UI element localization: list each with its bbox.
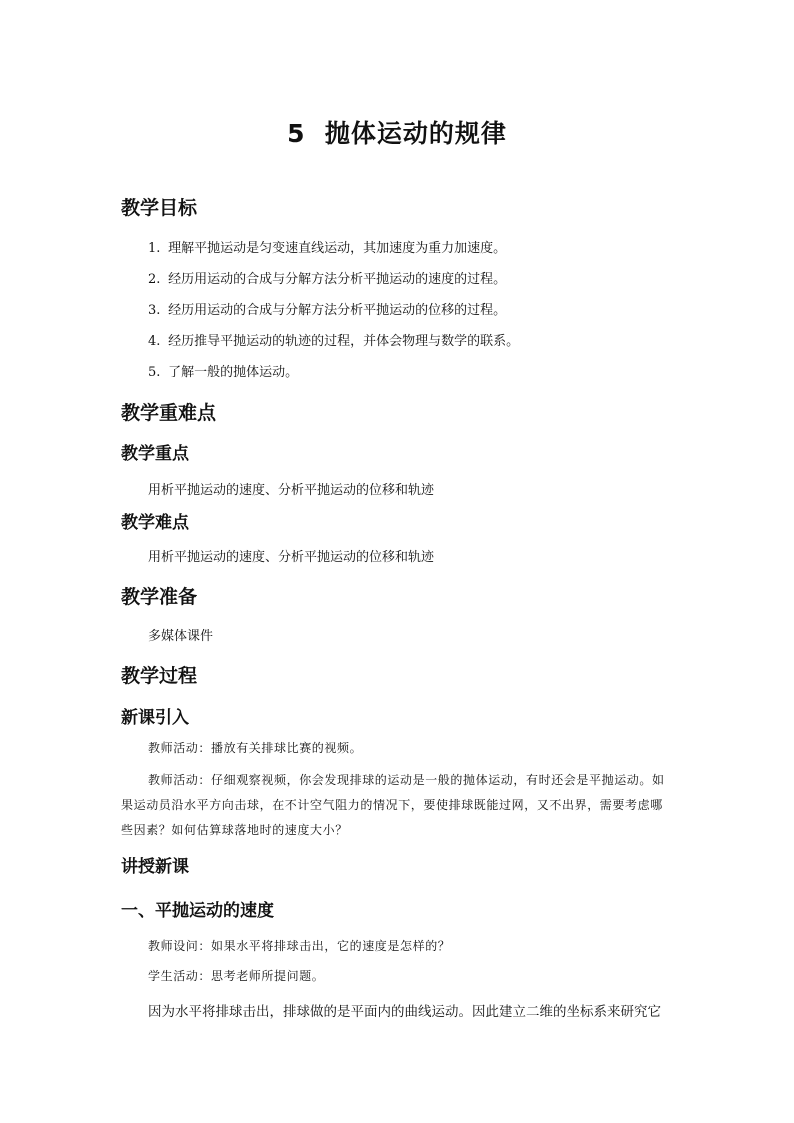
objective-number: 2. bbox=[148, 272, 161, 287]
student-activity: 学生活动：思考老师所提问题。 bbox=[148, 969, 325, 983]
preparation-text: 多媒体课件 bbox=[148, 629, 214, 644]
objective-text: 经历用运动的合成与分解方法分析平抛运动的位移的过程。 bbox=[168, 303, 507, 318]
objective-number: 1. bbox=[148, 241, 161, 256]
objective-item bbox=[148, 361, 298, 380]
teacher-question: 教师设问：如果水平将排球击出，它的速度是怎样的？ bbox=[148, 939, 451, 953]
objective-item bbox=[148, 237, 506, 256]
objective-number: 4. bbox=[148, 334, 161, 349]
preparation-heading: 教学准备 bbox=[121, 586, 198, 608]
objectives-heading: 教学目标 bbox=[121, 197, 198, 219]
section1-heading: 一、平抛运动的速度 bbox=[121, 901, 274, 921]
body-paragraph: 因为水平将排球击出，排球做的是平面内的曲线运动。因此建立二维的坐标系来研究它 bbox=[148, 1004, 661, 1020]
teacher-activity-1: 教师活动：播放有关排球比赛的视频。 bbox=[148, 741, 363, 755]
page-title: 5 抛体运动的规律 bbox=[287, 119, 507, 148]
focus-text: 用析平抛运动的速度、分析平抛运动的位移和轨迹 bbox=[148, 483, 435, 498]
objective-item bbox=[148, 330, 519, 349]
objective-number: 5. bbox=[148, 365, 161, 380]
objective-text: 经历用运动的合成与分解方法分析平抛运动的速度的过程。 bbox=[168, 272, 507, 287]
key-points-heading: 教学重难点 bbox=[121, 402, 217, 424]
objective-item bbox=[148, 299, 506, 318]
objective-text: 了解一般的抛体运动。 bbox=[168, 365, 299, 380]
process-heading: 教学过程 bbox=[121, 665, 198, 687]
intro-heading: 新课引入 bbox=[121, 708, 189, 728]
objective-text: 经历推导平抛运动的轨迹的过程，并体会物理与数学的联系。 bbox=[168, 334, 520, 349]
objective-number: 3. bbox=[148, 303, 161, 318]
focus-heading: 教学重点 bbox=[121, 444, 189, 464]
teacher-activity-2: 教师活动：仔细观察视频，你会发现排球的运动是一般的抛体运动，有时还会是平抛运动。如果运动员沿水平方向击球，在不计空气阻力的情况下，要使排球既能过网，又不出界，需要考虑哪些因素？如何估算球落地时的速度大小？ bbox=[121, 773, 665, 837]
difficulty-text: 用析平抛运动的速度、分析平抛运动的位移和轨迹 bbox=[148, 550, 435, 565]
objective-item bbox=[148, 268, 506, 287]
new-lesson-heading: 讲授新课 bbox=[121, 857, 189, 877]
difficulty-heading: 教学难点 bbox=[121, 513, 189, 533]
objective-text: 理解平抛运动是匀变速直线运动，其加速度为重力加速度。 bbox=[168, 241, 507, 256]
